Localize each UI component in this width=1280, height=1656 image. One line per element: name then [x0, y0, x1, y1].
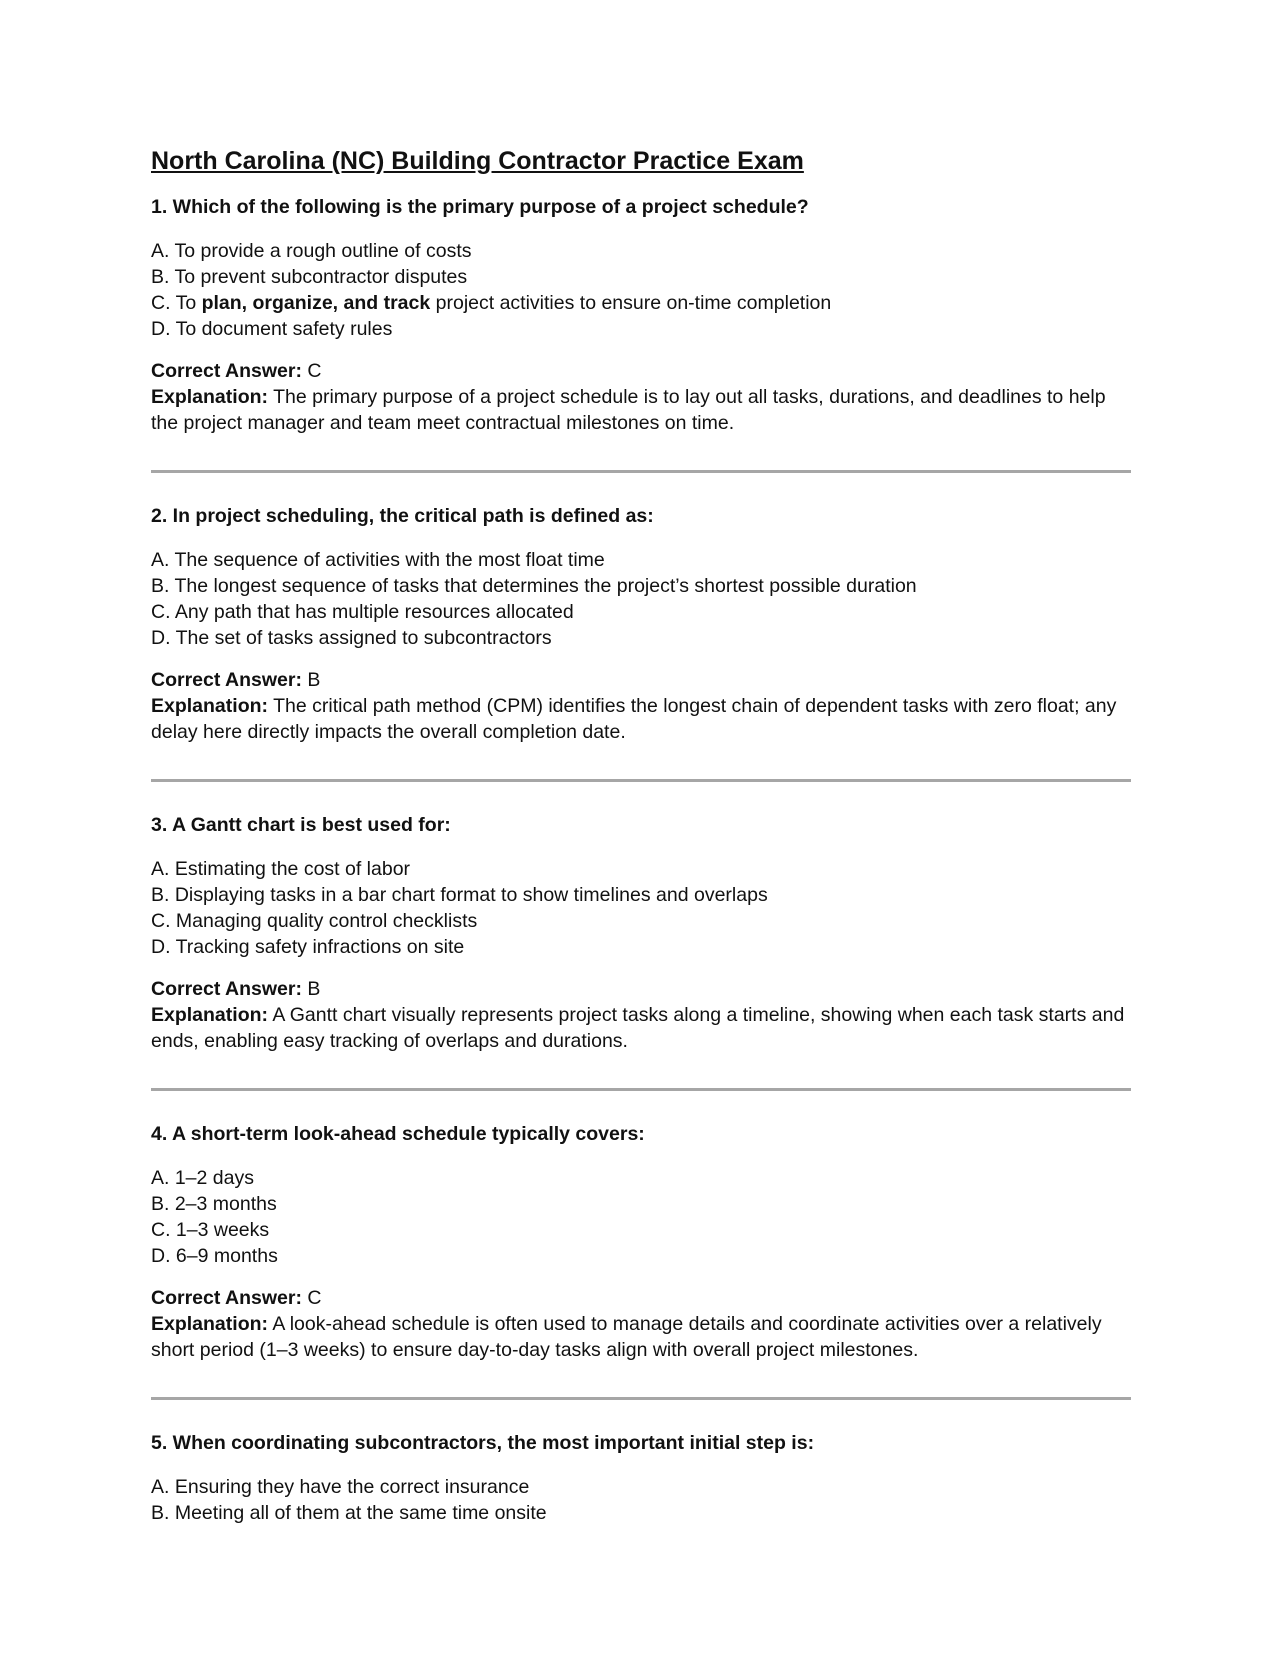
correct-answer [151, 667, 1131, 693]
answer-block [151, 358, 1131, 436]
correct-answer-value: B [307, 669, 321, 691]
question-text: 1. Which of the following is the primary purpose of a project schedule? [151, 196, 809, 218]
question-1 [151, 194, 1131, 436]
document-content [151, 144, 1131, 1526]
correct-answer-value: B [307, 978, 321, 1000]
explanation-text: The primary purpose of a project schedule is to lay out all tasks, durations, and deadlines to help the project manager and team meet contractual milestones on time. [151, 386, 1106, 434]
section-divider [151, 470, 1131, 473]
question-text: 4. A short-term look-ahead schedule typically covers: [151, 1123, 645, 1145]
correct-answer-label: Correct Answer: [151, 978, 302, 1000]
option-d: D. To document safety rules [151, 318, 393, 340]
option-a: A. The sequence of activities with the most float time [151, 549, 605, 571]
option-a: A. Ensuring they have the correct insurance [151, 1476, 530, 1498]
question-3 [151, 812, 1131, 1054]
answer-block [151, 667, 1131, 745]
question-2 [151, 503, 1131, 745]
explanation-label: Explanation: [151, 1004, 269, 1026]
option-d: D. Tracking safety infractions on site [151, 936, 465, 958]
option-c: C. Any path that has multiple resources allocated [151, 601, 574, 623]
answer-block [151, 976, 1131, 1054]
explanation [151, 1311, 1131, 1363]
correct-answer-label: Correct Answer: [151, 360, 302, 382]
option-c: C. Managing quality control checklists [151, 910, 478, 932]
explanation [151, 384, 1131, 436]
explanation-text: A Gantt chart visually represents project tasks along a timeline, showing when each task starts and ends, enabling easy tracking of overlaps and durations. [151, 1004, 1125, 1052]
explanation-label: Explanation: [151, 386, 269, 408]
option-b: B. 2–3 months [151, 1193, 277, 1215]
option-c: C. 1–3 weeks [151, 1219, 270, 1241]
correct-answer [151, 976, 1131, 1002]
explanation [151, 1002, 1131, 1054]
explanation-text: The critical path method (CPM) identifies the longest chain of dependent tasks with zero float; any delay here directly impacts the overall completion date. [151, 695, 1117, 743]
option-b: B. The longest sequence of tasks that determines the project’s shortest possible duration [151, 575, 917, 597]
question-5 [151, 1430, 1131, 1526]
option-d: D. The set of tasks assigned to subcontractors [151, 627, 552, 649]
question-text: 3. A Gantt chart is best used for: [151, 814, 451, 836]
option-c-emphasis: plan, organize, and track [201, 292, 431, 314]
correct-answer-label: Correct Answer: [151, 669, 302, 691]
correct-answer [151, 1285, 1131, 1311]
section-divider [151, 1088, 1131, 1091]
explanation-label: Explanation: [151, 1313, 269, 1335]
answer-block [151, 1285, 1131, 1363]
explanation [151, 693, 1131, 745]
option-b: B. To prevent subcontractor disputes [151, 266, 468, 288]
question-4 [151, 1121, 1131, 1363]
option-b: B. Displaying tasks in a bar chart format to show timelines and overlaps [151, 884, 768, 906]
explanation-label: Explanation: [151, 695, 269, 717]
option-a: A. 1–2 days [151, 1167, 254, 1189]
explanation-text: A look-ahead schedule is often used to manage details and coordinate activities over a relatively short period (1–3 weeks) to ensure day-to-day tasks align with overall project milestones. [151, 1313, 1102, 1361]
option-c [151, 290, 1131, 316]
option-c-rest: project activities to ensure on-time completion [430, 292, 832, 314]
correct-answer-value: C [307, 360, 322, 382]
option-a: A. To provide a rough outline of costs [151, 240, 472, 262]
option-b: B. Meeting all of them at the same time onsite [151, 1502, 547, 1524]
options-list [151, 238, 1131, 342]
question-text: 5. When coordinating subcontractors, the most important initial step is: [151, 1432, 815, 1454]
option-d: D. 6–9 months [151, 1245, 278, 1267]
section-divider [151, 779, 1131, 782]
page-title: North Carolina (NC) Building Contractor Practice Exam [151, 147, 804, 175]
options-list [151, 547, 1131, 651]
options-list [151, 1474, 1131, 1526]
correct-answer-label: Correct Answer: [151, 1287, 302, 1309]
section-divider [151, 1397, 1131, 1400]
option-a: A. Estimating the cost of labor [151, 858, 411, 880]
option-c-prefix: C. To [151, 292, 202, 314]
correct-answer-value: C [307, 1287, 322, 1309]
options-list [151, 1165, 1131, 1269]
question-text: 2. In project scheduling, the critical path is defined as: [151, 505, 654, 527]
options-list [151, 856, 1131, 960]
correct-answer [151, 358, 1131, 384]
